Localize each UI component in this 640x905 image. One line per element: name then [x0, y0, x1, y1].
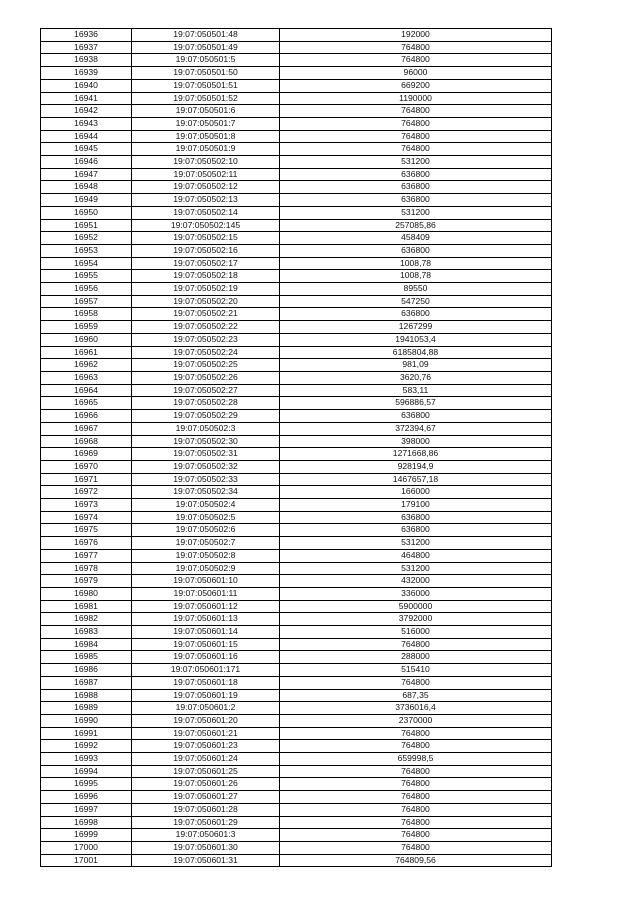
- table-row: [41, 791, 552, 804]
- cadastral-number-cell: 19:07:050601:171: [132, 664, 280, 677]
- table-row: [41, 79, 552, 92]
- cadastral-number-cell: 19:07:050601:12: [132, 600, 280, 613]
- row-number-cell: 16937: [41, 41, 132, 54]
- value-cell: 764800: [280, 791, 552, 804]
- table-row: [41, 537, 552, 550]
- row-number-cell: 16971: [41, 473, 132, 486]
- row-number-cell: 16964: [41, 384, 132, 397]
- value-cell: 764800: [280, 143, 552, 156]
- value-cell: 764800: [280, 54, 552, 67]
- cadastral-number-cell: 19:07:050502:145: [132, 219, 280, 232]
- cadastral-number-cell: 19:07:050601:29: [132, 816, 280, 829]
- table-row: [41, 295, 552, 308]
- cadastral-number-cell: 19:07:050502:10: [132, 156, 280, 169]
- cadastral-value-table: [40, 28, 552, 867]
- value-cell: 981,09: [280, 359, 552, 372]
- row-number-cell: 16963: [41, 371, 132, 384]
- row-number-cell: 16969: [41, 448, 132, 461]
- row-number-cell: 16958: [41, 308, 132, 321]
- value-cell: 515410: [280, 664, 552, 677]
- cadastral-number-cell: 19:07:050601:19: [132, 689, 280, 702]
- value-cell: 179100: [280, 499, 552, 512]
- row-number-cell: 16981: [41, 600, 132, 613]
- row-number-cell: 16956: [41, 283, 132, 296]
- cadastral-number-cell: 19:07:050502:19: [132, 283, 280, 296]
- row-number-cell: 16977: [41, 549, 132, 562]
- value-cell: 6185804,88: [280, 346, 552, 359]
- row-number-cell: 16996: [41, 791, 132, 804]
- table-row: [41, 181, 552, 194]
- table-row: [41, 105, 552, 118]
- row-number-cell: 16948: [41, 181, 132, 194]
- row-number-cell: 16947: [41, 168, 132, 181]
- row-number-cell: 16950: [41, 206, 132, 219]
- cadastral-number-cell: 19:07:050502:12: [132, 181, 280, 194]
- table-row: [41, 92, 552, 105]
- cadastral-number-cell: 19:07:050501:48: [132, 29, 280, 42]
- table-row: [41, 67, 552, 80]
- cadastral-number-cell: 19:07:050502:32: [132, 460, 280, 473]
- cadastral-number-cell: 19:07:050501:50: [132, 67, 280, 80]
- value-cell: 1008,78: [280, 270, 552, 283]
- row-number-cell: 16941: [41, 92, 132, 105]
- cadastral-number-cell: 19:07:050501:51: [132, 79, 280, 92]
- cadastral-number-cell: 19:07:050601:16: [132, 651, 280, 664]
- row-number-cell: 16954: [41, 257, 132, 270]
- table-row: [41, 651, 552, 664]
- row-number-cell: 16951: [41, 219, 132, 232]
- row-number-cell: 16980: [41, 587, 132, 600]
- table-row: [41, 143, 552, 156]
- value-cell: 596886,57: [280, 397, 552, 410]
- cadastral-number-cell: 19:07:050501:5: [132, 54, 280, 67]
- cadastral-number-cell: 19:07:050502:29: [132, 410, 280, 423]
- row-number-cell: 16944: [41, 130, 132, 143]
- row-number-cell: 16938: [41, 54, 132, 67]
- cadastral-number-cell: 19:07:050601:15: [132, 638, 280, 651]
- table-row: [41, 448, 552, 461]
- value-cell: 398000: [280, 435, 552, 448]
- table-row: [41, 524, 552, 537]
- table-row: [41, 397, 552, 410]
- cadastral-number-cell: 19:07:050502:18: [132, 270, 280, 283]
- row-number-cell: 16953: [41, 244, 132, 257]
- row-number-cell: 16978: [41, 562, 132, 575]
- cadastral-number-cell: 19:07:050501:52: [132, 92, 280, 105]
- cadastral-number-cell: 19:07:050502:6: [132, 524, 280, 537]
- value-cell: 96000: [280, 67, 552, 80]
- table-row: [41, 676, 552, 689]
- table-row: [41, 117, 552, 130]
- table-row: [41, 499, 552, 512]
- row-number-cell: 16939: [41, 67, 132, 80]
- table-row: [41, 54, 552, 67]
- value-cell: 928194,9: [280, 460, 552, 473]
- value-cell: 3736016,4: [280, 702, 552, 715]
- value-cell: 764800: [280, 842, 552, 855]
- cadastral-number-cell: 19:07:050601:23: [132, 740, 280, 753]
- table-row: [41, 473, 552, 486]
- table-row: [41, 244, 552, 257]
- cadastral-number-cell: 19:07:050502:33: [132, 473, 280, 486]
- value-cell: 257085,86: [280, 219, 552, 232]
- table-row: [41, 206, 552, 219]
- row-number-cell: 16967: [41, 422, 132, 435]
- cadastral-number-cell: 19:07:050601:2: [132, 702, 280, 715]
- value-cell: 764809,56: [280, 854, 552, 867]
- row-number-cell: 16998: [41, 816, 132, 829]
- row-number-cell: 16960: [41, 333, 132, 346]
- row-number-cell: 16974: [41, 511, 132, 524]
- value-cell: 432000: [280, 575, 552, 588]
- row-number-cell: 16966: [41, 410, 132, 423]
- row-number-cell: 16965: [41, 397, 132, 410]
- table-row: [41, 460, 552, 473]
- row-number-cell: 17000: [41, 842, 132, 855]
- value-cell: 636800: [280, 410, 552, 423]
- table-row: [41, 803, 552, 816]
- row-number-cell: 16946: [41, 156, 132, 169]
- value-cell: 372394,67: [280, 422, 552, 435]
- table-row: [41, 270, 552, 283]
- row-number-cell: 16962: [41, 359, 132, 372]
- table-row: [41, 765, 552, 778]
- table-row: [41, 29, 552, 42]
- cadastral-number-cell: 19:07:050601:13: [132, 613, 280, 626]
- cadastral-number-cell: 19:07:050502:22: [132, 321, 280, 334]
- row-number-cell: 16940: [41, 79, 132, 92]
- table-row: [41, 549, 552, 562]
- table-row: [41, 435, 552, 448]
- row-number-cell: 16973: [41, 499, 132, 512]
- table-row: [41, 753, 552, 766]
- row-number-cell: 16972: [41, 486, 132, 499]
- table-row: [41, 816, 552, 829]
- value-cell: 764800: [280, 41, 552, 54]
- table-row: [41, 41, 552, 54]
- value-cell: 1190000: [280, 92, 552, 105]
- table-row: [41, 638, 552, 651]
- value-cell: 636800: [280, 181, 552, 194]
- value-cell: 687,35: [280, 689, 552, 702]
- table-row: [41, 359, 552, 372]
- cadastral-number-cell: 19:07:050502:26: [132, 371, 280, 384]
- value-cell: 1467657,18: [280, 473, 552, 486]
- table-row: [41, 156, 552, 169]
- row-number-cell: 16959: [41, 321, 132, 334]
- row-number-cell: 17001: [41, 854, 132, 867]
- table-row: [41, 194, 552, 207]
- value-cell: 659998,5: [280, 753, 552, 766]
- value-cell: 1008,78: [280, 257, 552, 270]
- cadastral-number-cell: 19:07:050502:8: [132, 549, 280, 562]
- value-cell: 669200: [280, 79, 552, 92]
- cadastral-number-cell: 19:07:050601:14: [132, 626, 280, 639]
- table-row: [41, 346, 552, 359]
- cadastral-number-cell: 19:07:050502:34: [132, 486, 280, 499]
- cadastral-number-cell: 19:07:050502:11: [132, 168, 280, 181]
- row-number-cell: 16976: [41, 537, 132, 550]
- value-cell: 166000: [280, 486, 552, 499]
- row-number-cell: 16982: [41, 613, 132, 626]
- cadastral-number-cell: 19:07:050502:14: [132, 206, 280, 219]
- cadastral-number-cell: 19:07:050502:28: [132, 397, 280, 410]
- cadastral-number-cell: 19:07:050601:21: [132, 727, 280, 740]
- value-cell: 764800: [280, 740, 552, 753]
- cadastral-number-cell: 19:07:050502:20: [132, 295, 280, 308]
- value-cell: 3792000: [280, 613, 552, 626]
- cadastral-number-cell: 19:07:050501:8: [132, 130, 280, 143]
- table-row: [41, 257, 552, 270]
- row-number-cell: 16993: [41, 753, 132, 766]
- table-row: [41, 422, 552, 435]
- cadastral-number-cell: 19:07:050502:9: [132, 562, 280, 575]
- table-row: [41, 587, 552, 600]
- value-cell: 531200: [280, 156, 552, 169]
- cadastral-number-cell: 19:07:050601:11: [132, 587, 280, 600]
- value-cell: 764800: [280, 816, 552, 829]
- value-cell: 516000: [280, 626, 552, 639]
- table-row: [41, 714, 552, 727]
- row-number-cell: 16942: [41, 105, 132, 118]
- row-number-cell: 16997: [41, 803, 132, 816]
- row-number-cell: 16952: [41, 232, 132, 245]
- cadastral-number-cell: 19:07:050502:30: [132, 435, 280, 448]
- cadastral-number-cell: 19:07:050601:28: [132, 803, 280, 816]
- table-row: [41, 232, 552, 245]
- cadastral-number-cell: 19:07:050502:13: [132, 194, 280, 207]
- table-row: [41, 575, 552, 588]
- cadastral-number-cell: 19:07:050502:7: [132, 537, 280, 550]
- value-cell: 5900000: [280, 600, 552, 613]
- cadastral-number-cell: 19:07:050601:31: [132, 854, 280, 867]
- cadastral-number-cell: 19:07:050501:6: [132, 105, 280, 118]
- table-row: [41, 727, 552, 740]
- value-cell: 764800: [280, 829, 552, 842]
- cadastral-number-cell: 19:07:050502:3: [132, 422, 280, 435]
- row-number-cell: 16999: [41, 829, 132, 842]
- row-number-cell: 16985: [41, 651, 132, 664]
- row-number-cell: 16936: [41, 29, 132, 42]
- table-row: [41, 740, 552, 753]
- value-cell: 764800: [280, 638, 552, 651]
- table-row: [41, 842, 552, 855]
- value-cell: 636800: [280, 244, 552, 257]
- value-cell: 531200: [280, 537, 552, 550]
- row-number-cell: 16992: [41, 740, 132, 753]
- row-number-cell: 16957: [41, 295, 132, 308]
- cadastral-number-cell: 19:07:050601:20: [132, 714, 280, 727]
- value-cell: 3620,76: [280, 371, 552, 384]
- value-cell: 89550: [280, 283, 552, 296]
- row-number-cell: 16991: [41, 727, 132, 740]
- table-row: [41, 702, 552, 715]
- row-number-cell: 16975: [41, 524, 132, 537]
- value-cell: 1941053,4: [280, 333, 552, 346]
- table-row: [41, 308, 552, 321]
- cadastral-number-cell: 19:07:050601:3: [132, 829, 280, 842]
- cadastral-number-cell: 19:07:050502:21: [132, 308, 280, 321]
- value-cell: 547250: [280, 295, 552, 308]
- value-cell: 531200: [280, 206, 552, 219]
- table-row: [41, 130, 552, 143]
- value-cell: 192000: [280, 29, 552, 42]
- row-number-cell: 16949: [41, 194, 132, 207]
- table-row: [41, 689, 552, 702]
- value-cell: 531200: [280, 562, 552, 575]
- table-row: [41, 168, 552, 181]
- cadastral-number-cell: 19:07:050502:23: [132, 333, 280, 346]
- value-cell: 764800: [280, 117, 552, 130]
- value-cell: 336000: [280, 587, 552, 600]
- value-cell: 764800: [280, 765, 552, 778]
- table-row: [41, 613, 552, 626]
- value-cell: 458409: [280, 232, 552, 245]
- table-row: [41, 854, 552, 867]
- table-row: [41, 562, 552, 575]
- cadastral-number-cell: 19:07:050501:49: [132, 41, 280, 54]
- table-row: [41, 219, 552, 232]
- row-number-cell: 16994: [41, 765, 132, 778]
- value-cell: 1271668,86: [280, 448, 552, 461]
- table-body: [41, 29, 552, 867]
- row-number-cell: 16983: [41, 626, 132, 639]
- value-cell: 288000: [280, 651, 552, 664]
- row-number-cell: 16984: [41, 638, 132, 651]
- row-number-cell: 16943: [41, 117, 132, 130]
- cadastral-number-cell: 19:07:050502:31: [132, 448, 280, 461]
- value-cell: 764800: [280, 778, 552, 791]
- value-cell: 764800: [280, 803, 552, 816]
- cadastral-number-cell: 19:07:050502:25: [132, 359, 280, 372]
- value-cell: 1267299: [280, 321, 552, 334]
- cadastral-number-cell: 19:07:050502:15: [132, 232, 280, 245]
- table-row: [41, 829, 552, 842]
- cadastral-number-cell: 19:07:050601:24: [132, 753, 280, 766]
- value-cell: 636800: [280, 168, 552, 181]
- cadastral-number-cell: 19:07:050502:27: [132, 384, 280, 397]
- cadastral-number-cell: 19:07:050601:27: [132, 791, 280, 804]
- cadastral-number-cell: 19:07:050501:7: [132, 117, 280, 130]
- cadastral-number-cell: 19:07:050502:16: [132, 244, 280, 257]
- value-cell: 764800: [280, 130, 552, 143]
- row-number-cell: 16995: [41, 778, 132, 791]
- value-cell: 2370000: [280, 714, 552, 727]
- row-number-cell: 16955: [41, 270, 132, 283]
- value-cell: 464800: [280, 549, 552, 562]
- table-row: [41, 384, 552, 397]
- value-cell: 764800: [280, 676, 552, 689]
- table-row: [41, 283, 552, 296]
- table-row: [41, 664, 552, 677]
- table-row: [41, 321, 552, 334]
- table-row: [41, 600, 552, 613]
- row-number-cell: 16968: [41, 435, 132, 448]
- cadastral-number-cell: 19:07:050601:30: [132, 842, 280, 855]
- cadastral-number-cell: 19:07:050601:18: [132, 676, 280, 689]
- table-row: [41, 486, 552, 499]
- row-number-cell: 16961: [41, 346, 132, 359]
- cadastral-number-cell: 19:07:050501:9: [132, 143, 280, 156]
- value-cell: 583,11: [280, 384, 552, 397]
- cadastral-number-cell: 19:07:050502:24: [132, 346, 280, 359]
- row-number-cell: 16945: [41, 143, 132, 156]
- cadastral-number-cell: 19:07:050502:4: [132, 499, 280, 512]
- value-cell: 636800: [280, 524, 552, 537]
- table-row: [41, 410, 552, 423]
- table-row: [41, 626, 552, 639]
- row-number-cell: 16970: [41, 460, 132, 473]
- value-cell: 636800: [280, 194, 552, 207]
- cadastral-number-cell: 19:07:050502:5: [132, 511, 280, 524]
- value-cell: 636800: [280, 308, 552, 321]
- value-cell: 764800: [280, 727, 552, 740]
- row-number-cell: 16989: [41, 702, 132, 715]
- cadastral-number-cell: 19:07:050601:10: [132, 575, 280, 588]
- table-row: [41, 511, 552, 524]
- value-cell: 764800: [280, 105, 552, 118]
- row-number-cell: 16990: [41, 714, 132, 727]
- table-row: [41, 778, 552, 791]
- row-number-cell: 16979: [41, 575, 132, 588]
- table-row: [41, 333, 552, 346]
- row-number-cell: 16988: [41, 689, 132, 702]
- value-cell: 636800: [280, 511, 552, 524]
- row-number-cell: 16987: [41, 676, 132, 689]
- row-number-cell: 16986: [41, 664, 132, 677]
- table-row: [41, 371, 552, 384]
- cadastral-number-cell: 19:07:050502:17: [132, 257, 280, 270]
- cadastral-number-cell: 19:07:050601:25: [132, 765, 280, 778]
- cadastral-number-cell: 19:07:050601:26: [132, 778, 280, 791]
